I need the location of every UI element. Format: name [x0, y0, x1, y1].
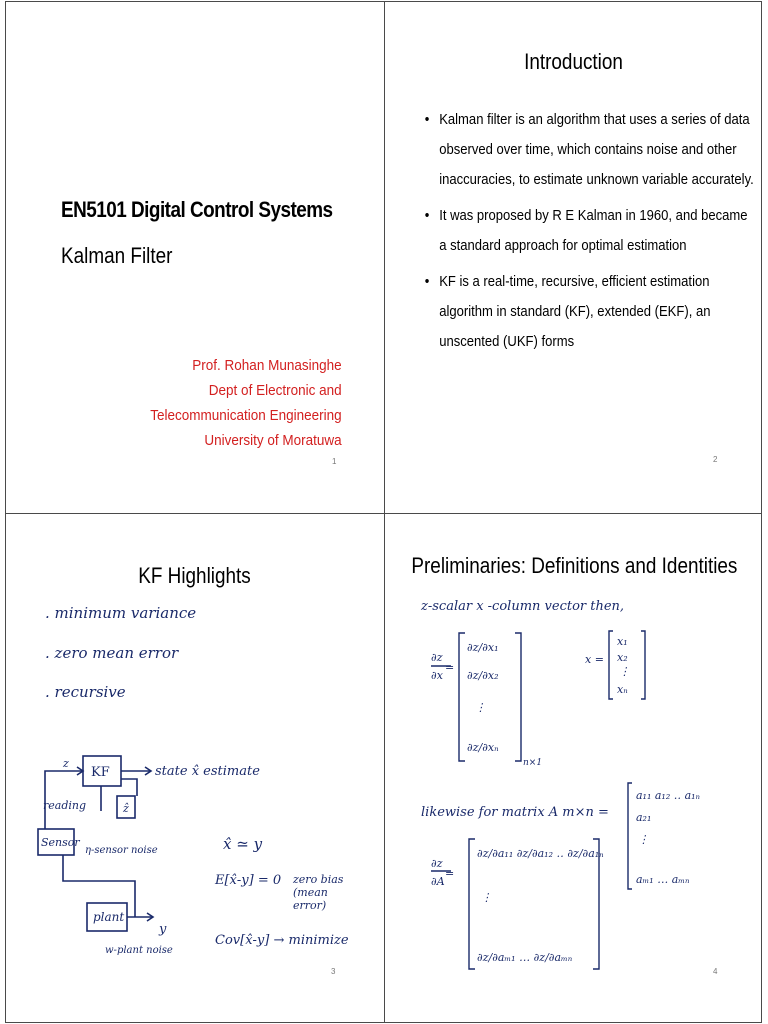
svg-text:⋮: ⋮ [638, 833, 649, 846]
svg-text:a₁₁ a₁₂ ‥ a₁ₙ: a₁₁ a₁₂ ‥ a₁ₙ [636, 789, 701, 802]
author-line: Dept of Electronic and [209, 382, 342, 399]
svg-text:∂z: ∂z [431, 651, 443, 664]
svg-text:xₙ: xₙ [617, 683, 628, 696]
course-title: EN5101 Digital Control Systems [61, 197, 333, 222]
author-line: Prof. Rohan Munasinghe [192, 357, 342, 374]
z-label: z [63, 757, 69, 770]
svg-text:=: = [445, 867, 455, 880]
svg-text:∂z/∂a₁₁ ∂z/∂a₁₂ ‥ ∂z/∂a₁ₙ: ∂z/∂a₁₁ ∂z/∂a₁₂ ‥ ∂z/∂a₁ₙ [477, 847, 604, 860]
equation: Cov[x̂-y] → minimize [215, 933, 349, 948]
svg-text:∂z: ∂z [431, 857, 443, 870]
svg-text:x =: x = [585, 653, 604, 666]
equation: E[x̂-y] = 0 [215, 873, 282, 888]
svg-text:aₘ₁ … aₘₙ: aₘ₁ … aₘₙ [636, 873, 690, 886]
y-label: y [159, 922, 167, 937]
svg-text:n×1: n×1 [523, 758, 543, 768]
svg-text:x₂: x₂ [617, 651, 628, 664]
handwritten-definition: likewise for matrix A m×n = [421, 805, 609, 820]
handwritten-math [415, 621, 735, 981]
svg-text:⋮: ⋮ [481, 891, 492, 904]
kf-label: KF [91, 765, 110, 780]
sensor-label: Sensor [41, 836, 80, 849]
course-subtitle: Kalman Filter [61, 243, 173, 268]
svg-text:⋮: ⋮ [619, 665, 630, 678]
slide-3 [5, 1, 384, 1023]
handout-sheet [5, 1, 762, 1023]
page-number: 2 [713, 455, 718, 464]
handwritten-note: . minimum variance [45, 604, 197, 622]
plant-label: plant [93, 910, 125, 924]
plant-noise-label: w-plant noise [105, 945, 173, 956]
slide-title: KF Highlights [138, 563, 251, 588]
handwritten-note: . recursive [45, 683, 126, 701]
svg-text:∂A: ∂A [431, 875, 445, 888]
slide-title: Preliminaries: Definitions and Identities [411, 553, 738, 578]
state-estimate-label: state x̂ estimate [155, 764, 260, 779]
author-line: Telecommunication Engineering [150, 407, 342, 424]
svg-text:∂z/∂x₁: ∂z/∂x₁ [467, 641, 499, 654]
reading-label: reading [43, 799, 87, 812]
sensor-noise-label: η-sensor noise [85, 845, 158, 856]
page-number: 3 [331, 967, 336, 976]
bullet-item: • It was proposed by R E Kalman in 1960, and became a standard approach for optimal estimation [423, 201, 754, 261]
handwritten-note: . zero mean error [45, 644, 179, 662]
slide-title: Introduction [524, 49, 623, 74]
zhat-label: ẑ [123, 802, 129, 815]
bullet-item: • Kalman filter is an algorithm that uses a series of data observed over time, which contains noise and other inaccuracies, to estimate unknown variable accurately. [423, 105, 754, 195]
svg-text:∂z/∂xₙ: ∂z/∂xₙ [467, 741, 499, 754]
equation-note: zero bias (mean error) [293, 873, 344, 912]
slide-4 [385, 1, 762, 1023]
svg-text:⋮: ⋮ [475, 701, 486, 714]
svg-text:∂x: ∂x [431, 669, 443, 682]
svg-text:∂z/∂aₘ₁ … ∂z/∂aₘₙ: ∂z/∂aₘ₁ … ∂z/∂aₘₙ [477, 951, 573, 964]
equation: x̂ ≃ y [223, 835, 263, 853]
svg-text:a₂₁: a₂₁ [636, 811, 652, 824]
page-number: 4 [713, 967, 718, 976]
page-number: 1 [332, 457, 337, 466]
svg-text:x₁: x₁ [617, 635, 628, 648]
bullet-item: • KF is a real-time, recursive, efficient estimation algorithm in standard (KF), extended (EKF), an unscented (UKF) forms [423, 267, 754, 357]
svg-text:=: = [445, 661, 455, 674]
svg-text:∂z/∂x₂: ∂z/∂x₂ [467, 669, 499, 682]
handwritten-definition: z-scalar x -column vector then, [421, 599, 625, 614]
author-line: University of Moratuwa [204, 432, 342, 449]
